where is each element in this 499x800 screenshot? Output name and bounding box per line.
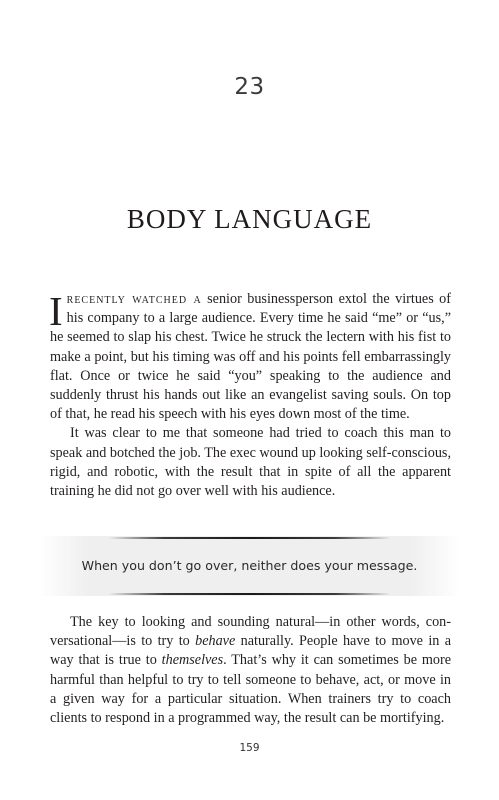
- page-number: 159: [239, 742, 260, 754]
- opening-small-caps: recently watched a: [66, 291, 202, 307]
- emphasis-behave: behave: [195, 633, 236, 650]
- pull-quote-text: When you don’t go over, neither does your message.: [81, 558, 418, 573]
- pull-quote-top-rule: [108, 537, 391, 539]
- emphasis-themselves: themselves: [161, 652, 224, 669]
- paragraph-3-part-b: naturally. People have to move in a way that is true to: [50, 633, 451, 669]
- paragraph-3-part-a: The key to looking and sounding natural—in other words, conversational—is to try to: [50, 614, 451, 650]
- drop-cap: I: [49, 288, 63, 334]
- pull-quote-bottom-rule: [108, 593, 391, 595]
- chapter-number: 23: [234, 74, 265, 100]
- paragraph-1-text: senior businessperson extol the virtues of his company to a large audience. Every time he said “me” or “us,” he seemed to slap his chest. Twice he struck the lectern with his fist to make a point, but his timing was off and his points fell embarrassingly flat. Once or twice he said “you” speaking to the audience and suddenly thrust his hands out like an evangelist saving souls. On top of that, he read his speech with his eyes down most of the time.: [50, 291, 451, 423]
- paragraph-2: It was clear to me that someone had tried to coach this man to speak and botched the job. The exec wound up looking self-conscious, rigid, and robotic, with the result that in spite of all the apparent training he did not go over well with his audience.: [50, 425, 451, 500]
- paragraph-1: [50, 290, 451, 424]
- paragraph-3: [50, 613, 451, 728]
- body-text-upper: [50, 290, 451, 501]
- chapter-title: BODY LANGUAGE: [126, 204, 373, 234]
- pull-quote: [38, 536, 461, 596]
- body-text-lower: [50, 613, 451, 728]
- paragraph-3-part-c: . That’s why it can sometimes be more harmful than helpful to try to tell someone to behave, act, or move in a given way for a particular situation. When trainers try to coach clients to respond in a programmed way, the result can be mortifying.: [50, 652, 452, 727]
